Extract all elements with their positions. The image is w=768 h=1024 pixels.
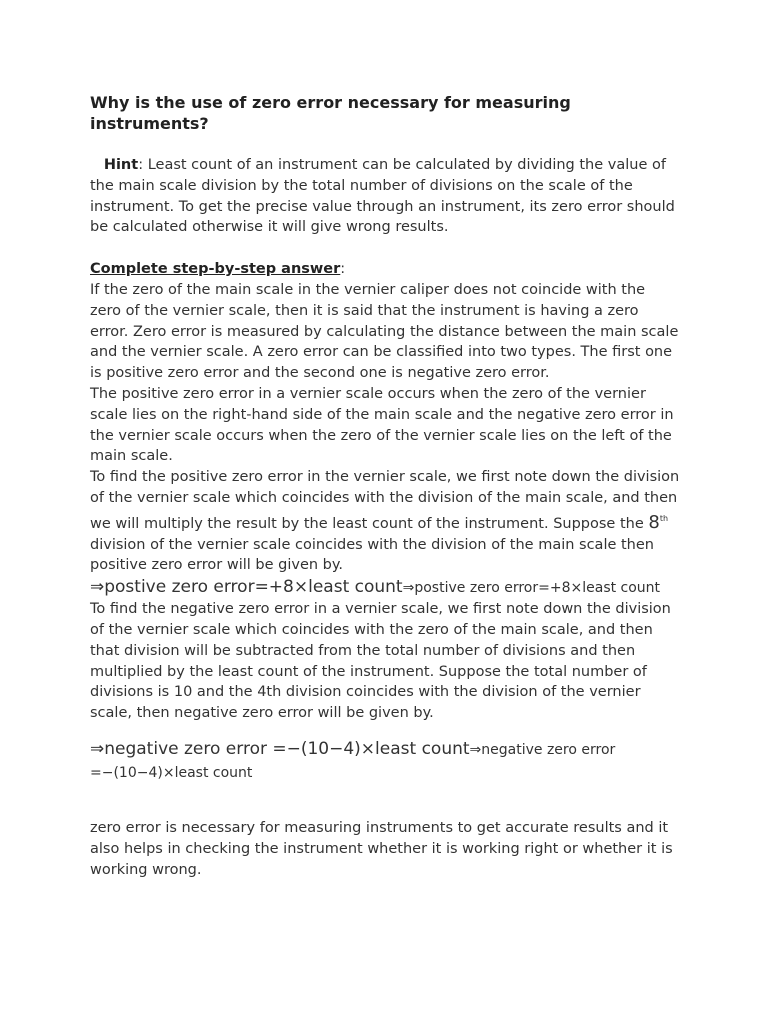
answer-paragraph-1: If the zero of the main scale in the vernier caliper does not coincide with the zero of the vernier scale, then it is said that the instrument is having a zero error. Zero error is measured by calculating the distance between the main scale and the vernier scale. A zero error can be classified into two types. The first one is positive zero error and the second one is negative zero error. <box>90 281 679 382</box>
document-page <box>90 92 680 880</box>
hint-paragraph <box>90 155 680 238</box>
negative-zero-error-formula <box>90 738 680 784</box>
conclusion-paragraph: zero error is necessary for measuring instruments to get accurate results and it also helps in checking the instrument whether it is working right or whether it is working wrong. <box>90 819 673 878</box>
answer-paragraph-3 <box>90 467 680 576</box>
division-number: 8 <box>648 511 660 533</box>
formula-2-rendered: ⇒negative zero error =−(10−4)×least count <box>90 738 470 759</box>
answer-paragraph-4: To find the negative zero error in a vernier scale, we first note down the division of the vernier scale which coincides with the zero of the main scale, and then that division will be subtracted from the total number of divisions and then multiplied by the least count of the instrument. Suppose the total number of divisions is 10 and the 4th division coincides with the division of the vernier scale, then negative zero error will be given by. <box>90 601 671 722</box>
formula-1-text: ⇒postive zero error=+8×least count <box>402 580 661 597</box>
answer-heading-colon: : <box>340 261 346 278</box>
formula-2-text: ⇒negative zero error =−(10−4)×least count <box>90 741 616 781</box>
formula-1-rendered: ⇒postive zero error=+8×least count <box>90 577 403 598</box>
positive-zero-error-formula <box>90 576 680 599</box>
division-superscript: th <box>659 513 669 523</box>
answer-heading-text: Complete step-by-step answer <box>90 261 341 278</box>
answer-heading <box>90 259 680 280</box>
answer-paragraph-2: The positive zero error in a vernier scale occurs when the zero of the vernier scale lies on the right-hand side of the main scale and the negative zero error in the vernier scale occurs when the zero of the vernier scale lies on the left of the main scale. <box>90 385 674 465</box>
hint-label: Hint <box>103 157 139 173</box>
page-title: Why is the use of zero error necessary for measuring instruments? <box>90 93 571 133</box>
answer-paragraph-3-before: To find the positive zero error in the vernier scale, we first note down the division of the vernier scale which coincides with the division of the main scale, and then we will multiply the result by the least count of the instrument. Suppose the <box>90 469 680 532</box>
answer-paragraph-3-after: division of the vernier scale coincides with the division of the main scale then positive zero error will be given by. <box>90 536 654 574</box>
hint-text: : Least count of an instrument can be calculated by dividing the value of the main scale division by the total number of divisions on the scale of the instrument. To get the precise value through an instrument, its zero error should be calculated otherwise it will give wrong results. <box>90 157 675 236</box>
